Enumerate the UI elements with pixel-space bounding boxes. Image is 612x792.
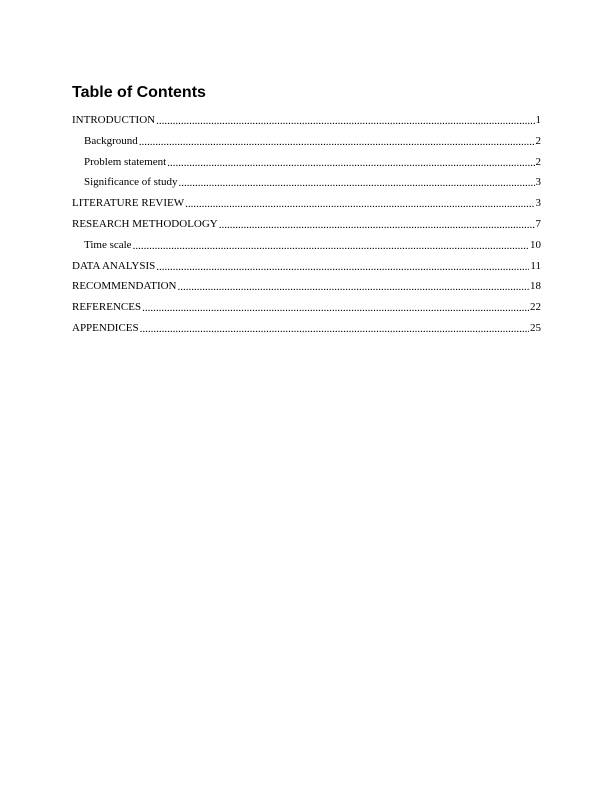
toc-entry-page-number: 11 bbox=[530, 259, 541, 272]
dot-leader bbox=[139, 137, 535, 149]
toc-list bbox=[72, 114, 541, 343]
toc-entry-label: Background bbox=[84, 134, 138, 147]
toc-entry-recommendation[interactable] bbox=[72, 280, 541, 301]
toc-entry-label: Problem statement bbox=[84, 155, 167, 168]
toc-entry-page-number: 25 bbox=[530, 321, 541, 334]
toc-entry-references[interactable] bbox=[72, 301, 541, 322]
dot-leader bbox=[142, 303, 529, 315]
toc-entry-page-number: 1 bbox=[535, 114, 541, 126]
toc-entry-label: LITERATURE REVIEW bbox=[72, 197, 185, 210]
toc-entry-introduction[interactable] bbox=[72, 114, 541, 135]
toc-entry-label: APPENDICES bbox=[72, 321, 139, 334]
toc-entry-page-number: 2 bbox=[535, 134, 541, 147]
toc-entry-time-scale[interactable] bbox=[72, 239, 541, 260]
toc-entry-label: RECOMMENDATION bbox=[72, 280, 177, 293]
dot-leader bbox=[156, 116, 534, 128]
dot-leader bbox=[133, 241, 529, 253]
dot-leader bbox=[178, 178, 534, 190]
table-of-contents bbox=[72, 82, 541, 343]
dot-leader bbox=[167, 158, 534, 170]
toc-entry-label: Time scale bbox=[84, 238, 132, 251]
dot-leader bbox=[219, 220, 535, 232]
dot-leader bbox=[140, 324, 529, 336]
dot-leader bbox=[178, 282, 530, 294]
dot-leader bbox=[185, 199, 534, 211]
toc-entry-page-number: 3 bbox=[535, 176, 541, 189]
toc-entry-label: RESEARCH METHODOLOGY bbox=[72, 217, 218, 230]
dot-leader bbox=[156, 262, 529, 274]
toc-entry-label: DATA ANALYSIS bbox=[72, 259, 156, 272]
toc-entry-label: INTRODUCTION bbox=[72, 114, 156, 126]
toc-entry-data-analysis[interactable] bbox=[72, 260, 541, 281]
toc-entry-label: Significance of study bbox=[84, 176, 178, 189]
toc-entry-label: REFERENCES bbox=[72, 301, 142, 314]
toc-entry-page-number: 3 bbox=[535, 197, 541, 210]
toc-entry-significance-of-study[interactable] bbox=[72, 176, 541, 197]
toc-entry-problem-statement[interactable] bbox=[72, 156, 541, 177]
toc-entry-page-number: 22 bbox=[530, 301, 541, 314]
toc-entry-page-number: 2 bbox=[535, 155, 541, 168]
toc-entry-research-methodology[interactable] bbox=[72, 218, 541, 239]
toc-entry-background[interactable] bbox=[72, 135, 541, 156]
toc-entry-appendices[interactable] bbox=[72, 322, 541, 343]
toc-entry-page-number: 7 bbox=[535, 217, 541, 230]
toc-heading: Table of Contents bbox=[72, 84, 206, 101]
toc-entry-page-number: 10 bbox=[530, 238, 541, 251]
toc-entry-literature-review[interactable] bbox=[72, 197, 541, 218]
toc-entry-page-number: 18 bbox=[530, 280, 541, 293]
